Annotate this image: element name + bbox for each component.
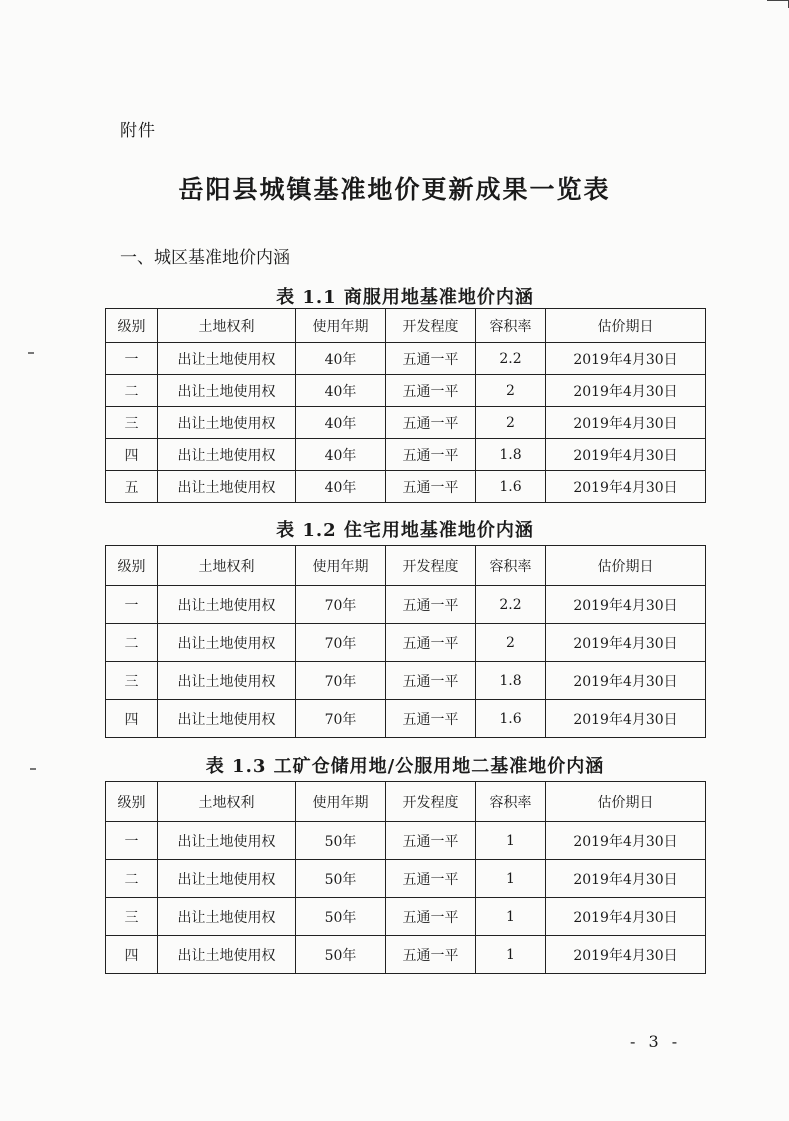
table-cell: 2019年4月30日: [546, 822, 706, 860]
table-row: [106, 407, 706, 439]
table-caption-1-1: 表 1.1 商服用地基准地价内涵: [276, 287, 534, 308]
table-cell: 出让土地使用权: [158, 898, 296, 936]
scan-corner-mark: [767, 0, 789, 8]
page-title: 岳阳县城镇基准地价更新成果一览表: [178, 175, 611, 204]
table-row: [106, 936, 706, 974]
table-cell: 五通一平: [386, 936, 476, 974]
page-number: - 3 -: [630, 1032, 682, 1051]
table-row: [106, 375, 706, 407]
header-cell: 级别: [106, 782, 158, 822]
table-cell: 2019年4月30日: [546, 471, 706, 503]
table-cell: 四: [106, 700, 158, 738]
table-cell: 2019年4月30日: [546, 662, 706, 700]
table-cell: 2019年4月30日: [546, 936, 706, 974]
table-cell: 五通一平: [386, 586, 476, 624]
table-cell: 二: [106, 375, 158, 407]
table-cell: 五: [106, 471, 158, 503]
table-cell: 三: [106, 662, 158, 700]
table-row: [106, 898, 706, 936]
table-cell: 五通一平: [386, 662, 476, 700]
table-cell: 出让土地使用权: [158, 439, 296, 471]
table-1-3: [105, 781, 706, 974]
scan-mark: [30, 768, 36, 770]
table-caption-1-2: 表 1.2 住宅用地基准地价内涵: [276, 520, 534, 541]
table-cell: 四: [106, 936, 158, 974]
table-row: [106, 662, 706, 700]
table-cell: 1.8: [476, 439, 546, 471]
scan-mark: [28, 352, 34, 354]
table-cell: 出让土地使用权: [158, 700, 296, 738]
table-row: [106, 586, 706, 624]
table-cell: 2019年4月30日: [546, 898, 706, 936]
header-cell: 容积率: [476, 309, 546, 343]
table-cell: 2019年4月30日: [546, 860, 706, 898]
table-cell: 70年: [296, 662, 386, 700]
table-cell: 1.6: [476, 471, 546, 503]
table-cell: 出让土地使用权: [158, 407, 296, 439]
table-row: [106, 860, 706, 898]
header-cell: 开发程度: [386, 782, 476, 822]
header-cell: 土地权利: [158, 782, 296, 822]
table-cell: 出让土地使用权: [158, 662, 296, 700]
table-cell: 2.2: [476, 586, 546, 624]
table-cell: 一: [106, 586, 158, 624]
table-cell: 2019年4月30日: [546, 586, 706, 624]
table-cell: 五通一平: [386, 471, 476, 503]
table-caption-1-3: 表 1.3 工矿仓储用地/公服用地二基准地价内涵: [205, 756, 605, 777]
table-cell: 70年: [296, 700, 386, 738]
header-cell: 级别: [106, 309, 158, 343]
table-cell: 2019年4月30日: [546, 407, 706, 439]
table-cell: 五通一平: [386, 343, 476, 375]
table-cell: 五通一平: [386, 624, 476, 662]
header-cell: 土地权利: [158, 546, 296, 586]
table-cell: 2019年4月30日: [546, 624, 706, 662]
table-1-1: [105, 308, 706, 503]
header-cell: 容积率: [476, 546, 546, 586]
table-header-row: [106, 309, 706, 343]
table-cell: 一: [106, 822, 158, 860]
table-cell: 50年: [296, 860, 386, 898]
table-cell: 70年: [296, 586, 386, 624]
table-cell: 出让土地使用权: [158, 860, 296, 898]
table-cell: 出让土地使用权: [158, 471, 296, 503]
table-cell: 二: [106, 860, 158, 898]
table-cell: 二: [106, 624, 158, 662]
table-cell: 1: [476, 936, 546, 974]
table-cell: 出让土地使用权: [158, 375, 296, 407]
table-cell: 50年: [296, 936, 386, 974]
table-cell: 五通一平: [386, 898, 476, 936]
table-cell: 2019年4月30日: [546, 375, 706, 407]
table-cell: 2: [476, 624, 546, 662]
table-cell: 1.6: [476, 700, 546, 738]
table-cell: 70年: [296, 624, 386, 662]
table-1-2: [105, 545, 706, 738]
table-row: [106, 439, 706, 471]
header-cell: 级别: [106, 546, 158, 586]
table-cell: 50年: [296, 822, 386, 860]
header-cell: 估价期日: [546, 546, 706, 586]
table-row: [106, 822, 706, 860]
table-cell: 三: [106, 407, 158, 439]
table-cell: 出让土地使用权: [158, 586, 296, 624]
table-cell: 1.8: [476, 662, 546, 700]
table-cell: 出让土地使用权: [158, 624, 296, 662]
table-cell: 1: [476, 822, 546, 860]
section-heading: 一、城区基准地价内涵: [120, 248, 290, 268]
header-cell: 估价期日: [546, 782, 706, 822]
table-cell: 五通一平: [386, 822, 476, 860]
table-cell: 1: [476, 860, 546, 898]
table-row: [106, 624, 706, 662]
table-cell: 1: [476, 898, 546, 936]
table-header-row: [106, 546, 706, 586]
header-cell: 使用年期: [296, 546, 386, 586]
table-cell: 出让土地使用权: [158, 343, 296, 375]
table-cell: 四: [106, 439, 158, 471]
table-cell: 五通一平: [386, 860, 476, 898]
table-cell: 50年: [296, 898, 386, 936]
table-cell: 五通一平: [386, 375, 476, 407]
header-cell: 开发程度: [386, 309, 476, 343]
header-cell: 估价期日: [546, 309, 706, 343]
header-cell: 容积率: [476, 782, 546, 822]
table-cell: 40年: [296, 407, 386, 439]
table-cell: 2.2: [476, 343, 546, 375]
header-cell: 土地权利: [158, 309, 296, 343]
header-cell: 使用年期: [296, 309, 386, 343]
header-cell: 开发程度: [386, 546, 476, 586]
table-cell: 2019年4月30日: [546, 439, 706, 471]
table-cell: 五通一平: [386, 439, 476, 471]
table-cell: 五通一平: [386, 407, 476, 439]
table-cell: 2019年4月30日: [546, 700, 706, 738]
table-cell: 五通一平: [386, 700, 476, 738]
table-cell: 三: [106, 898, 158, 936]
table-cell: 出让土地使用权: [158, 822, 296, 860]
table-cell: 2: [476, 375, 546, 407]
table-row: [106, 343, 706, 375]
attachment-label: 附件: [120, 121, 156, 141]
table-cell: 2: [476, 407, 546, 439]
table-cell: 40年: [296, 375, 386, 407]
table-row: [106, 471, 706, 503]
table-header-row: [106, 782, 706, 822]
table-cell: 2019年4月30日: [546, 343, 706, 375]
table-row: [106, 700, 706, 738]
table-cell: 40年: [296, 439, 386, 471]
header-cell: 使用年期: [296, 782, 386, 822]
table-cell: 40年: [296, 471, 386, 503]
table-cell: 一: [106, 343, 158, 375]
table-cell: 40年: [296, 343, 386, 375]
table-cell: 出让土地使用权: [158, 936, 296, 974]
